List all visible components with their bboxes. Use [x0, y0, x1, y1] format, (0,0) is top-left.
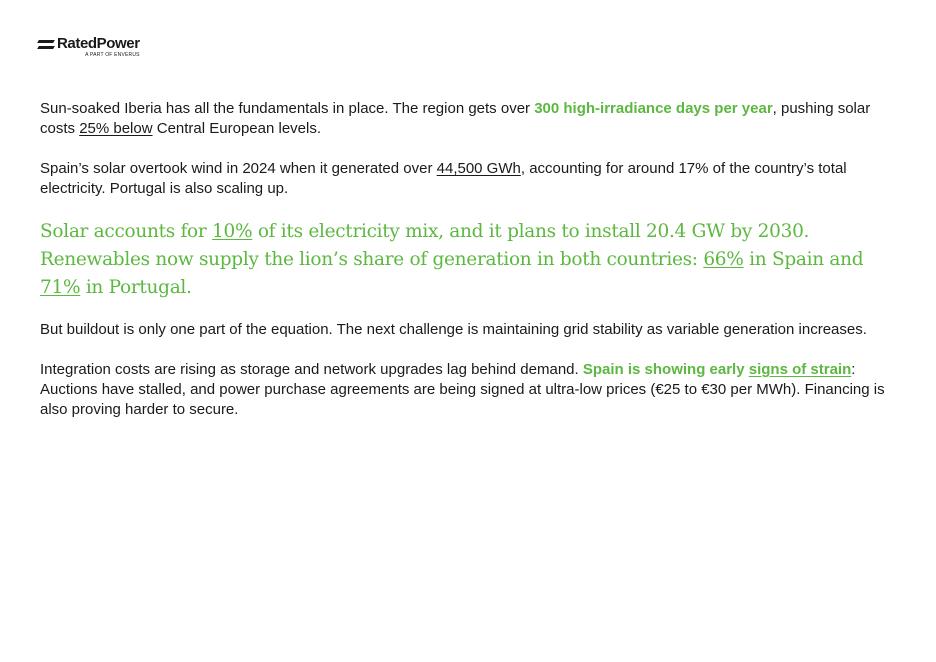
text: Sun-soaked Iberia has all the fundamentals in place. The region gets over — [40, 100, 535, 117]
ratedpower-logo[interactable] — [38, 36, 140, 58]
highlight-irradiance: 300 high-irradiance days per year — [534, 100, 773, 117]
link-signs-of-strain[interactable]: signs of strain — [748, 361, 852, 378]
text: in Portugal. — [80, 277, 192, 298]
text: Solar accounts for — [40, 221, 213, 242]
text: Integration costs are rising as storage and network upgrades lag behind demand. — [40, 361, 583, 378]
logo-mark-icon — [38, 40, 54, 49]
text: of its electricity mix, and it plans to install 20.4 GW by 2030. Renewables now supply the lion’s share of generation in both countries: — [40, 221, 810, 270]
article-body — [40, 99, 904, 440]
logo-sub: A PART OF ENVERUS — [85, 52, 140, 58]
paragraph-solar-overtook-wind — [40, 159, 904, 199]
link-66-percent[interactable]: 66% — [703, 249, 744, 270]
link-44500-gwh[interactable]: 44,500 GWh — [436, 160, 521, 177]
paragraph-buildout: But buildout is only one part of the equation. The next challenge is maintaining grid stability as variable generation increases. — [40, 321, 867, 338]
text: Central European levels. — [152, 120, 322, 137]
logo-name: RatedPower — [57, 35, 140, 52]
link-25-below[interactable]: 25% below — [79, 120, 153, 137]
link-10-percent[interactable]: 10% — [212, 221, 253, 242]
text: Spain’s solar overtook wind in 2024 when it generated over — [40, 160, 437, 177]
text: , accounting for around 17% of the country’s total electricity. Portugal is also scaling up. — [40, 160, 847, 197]
text: : Auctions have stalled, and power purchase agreements are being signed at ultra-low prices (€25 to €30 per MWh). Financing is also proving harder to secure. — [40, 361, 885, 418]
link-71-percent[interactable]: 71% — [40, 277, 81, 298]
paragraph-integration-costs — [40, 360, 904, 420]
text: in Spain and — [743, 249, 864, 270]
highlight-strain: Spain is showing early — [582, 361, 749, 378]
text: , pushing solar costs — [40, 100, 871, 137]
paragraph-irradiance — [40, 99, 904, 139]
pull-quote — [40, 218, 904, 302]
